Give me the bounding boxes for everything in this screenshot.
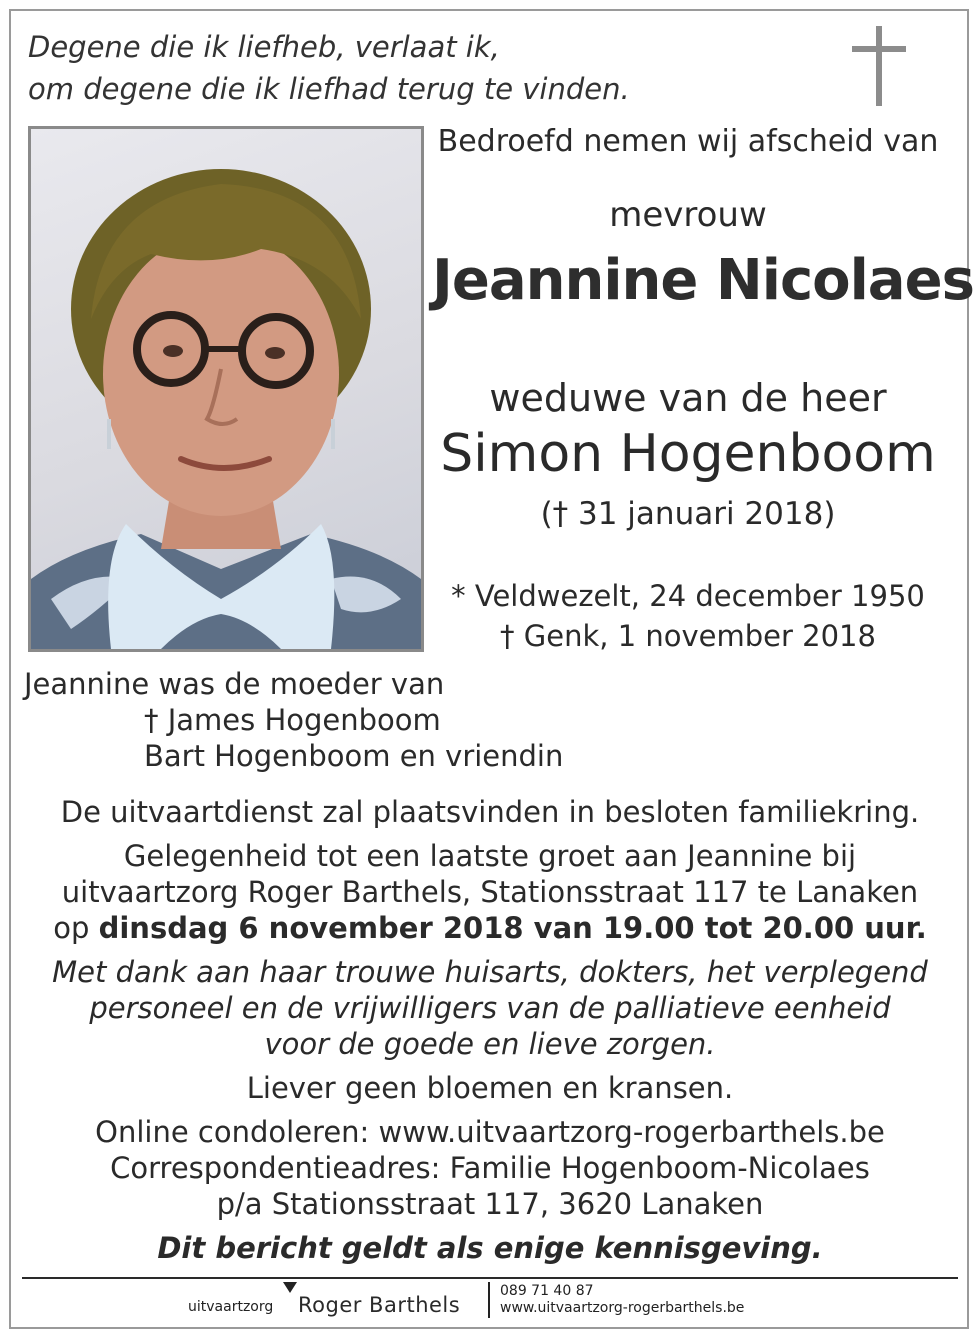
correspondence-address-1: Correspondentieadres: Familie Hogenboom-Nicolaes (110, 1151, 870, 1185)
footer-prefix: uitvaartzorg (188, 1299, 274, 1315)
latin-cross-icon (852, 26, 906, 106)
triangle-logo-icon (283, 1282, 297, 1293)
death-info: † Genk, 1 november 2018 (500, 619, 876, 653)
portrait-illustration (31, 129, 421, 649)
service-line-1: De uitvaartdienst zal plaatsvinden in besloten familiekring. (60, 795, 920, 829)
service-line-2: Gelegenheid tot een laatste groet aan Jeannine bij (123, 839, 857, 873)
child-item: † James Hogenboom (144, 703, 441, 737)
footer-phone: 089 71 40 87 (500, 1283, 594, 1299)
quote-line-2: om degene die ik liefhad terug te vinden. (28, 72, 630, 106)
thanks-line-2: personeel en de vrijwilligers van de palliatieve eenheid (89, 991, 891, 1025)
service-date-prefix: op (53, 911, 99, 945)
footer-separator (488, 1282, 490, 1318)
footer-divider (22, 1277, 958, 1279)
online-condolence: Online condoleren: www.uitvaartzorg-rogerbarthels.be (95, 1115, 885, 1149)
quote-line-1: Degene die ik liefheb, verlaat ik, (28, 30, 500, 64)
flowers-note: Liever geen bloemen en kransen. (246, 1071, 734, 1105)
deceased-title: mevrouw (609, 195, 767, 235)
family-intro: Jeannine was de moeder van (24, 667, 445, 701)
husband-death-date: († 31 januari 2018) (540, 496, 836, 532)
opening-quote (28, 26, 630, 110)
birth-info: * Veldwezelt, 24 december 1950 (451, 579, 925, 613)
child-item: Bart Hogenboom en vriendin (144, 739, 564, 773)
deceased-name: Jeannine Nicolaes (432, 248, 974, 313)
husband-name: Simon Hogenboom (440, 424, 936, 484)
thanks-line-3: voor de goede en lieve zorgen. (264, 1027, 716, 1061)
notice-text: Dit bericht geldt als enige kennisgeving. (157, 1231, 823, 1265)
service-line-3: uitvaartzorg Roger Barthels, Stationsstraat 117 te Lanaken (61, 875, 919, 909)
relation-text: weduwe van de heer (489, 376, 887, 420)
footer-company: Roger Barthels (298, 1293, 461, 1317)
service-line-4 (20, 910, 960, 946)
thanks-line-1: Met dank aan haar trouwe huisarts, dokters, het verplegend (52, 955, 928, 989)
intro-text: Bedroefd nemen wij afscheid van (437, 124, 939, 159)
portrait-photo (28, 126, 424, 652)
service-date: dinsdag 6 november 2018 van 19.00 tot 20.00 uur. (98, 911, 927, 945)
correspondence-address-2: p/a Stationsstraat 117, 3620 Lanaken (216, 1187, 764, 1221)
footer-website: www.uitvaartzorg-rogerbarthels.be (500, 1300, 745, 1316)
